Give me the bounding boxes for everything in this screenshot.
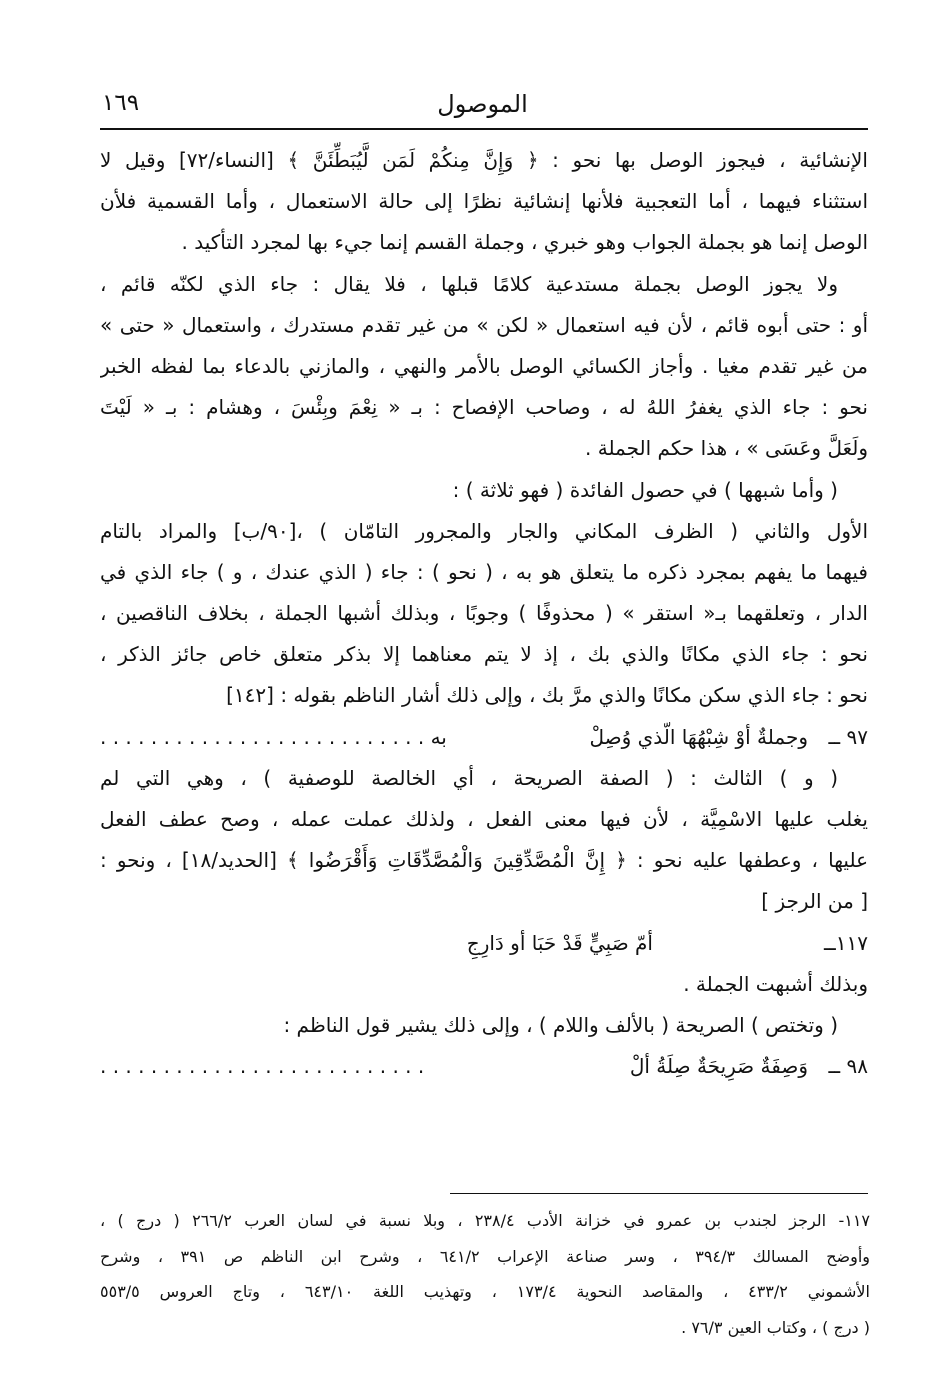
verse-hemistich-first: وجملةٌ أوْ شِبْهُهَا الّذي وُصِلْ bbox=[589, 724, 808, 749]
text-line: ولَعَلَّ وعَسَى » ، هذا حكم الجملة . bbox=[585, 436, 868, 461]
verse-text: أمّ صَبِيٍّ قَدْ حَبَا أو دَارِجِ bbox=[466, 930, 653, 955]
verse-number: ١١٧ــ bbox=[824, 930, 868, 955]
verse-98 bbox=[100, 1046, 868, 1087]
text-line: من غير تقدم مغيا . وأجاز الكسائي الوصل بالأمر والنهي ، والمازني بالدعاء بما لفظه الخبر bbox=[100, 353, 868, 378]
page-number: ١٦٩ bbox=[102, 90, 140, 116]
text-line: نحو : جاء الذي سكن مكانًا والذي مرَّ بك ، وإلى ذلك أشار الناظم بقوله : [١٤٢] bbox=[226, 683, 868, 708]
text-line: يغلب عليها الاسْمِيَّة ، لأن فيها معنى الفعل ، ولذلك عملت عمله ، وصح عطف الفعل bbox=[100, 807, 868, 831]
verse-number: ٩٨ ــ bbox=[828, 1054, 868, 1079]
footnote-divider bbox=[450, 1193, 868, 1194]
meter-label: [ من الرجز ] bbox=[761, 889, 868, 914]
text-line: نحو : جاء الذي يغفرُ اللهُ له ، وصاحب الإفصاح : بـ « نِعْمَ وبِئْسَ ، وهشام : بـ « لَيْتَ bbox=[100, 395, 868, 420]
text-line: فيهما ما يفهم بمجرد ذكره ما يتعلق هو به ، ( نحو ) : جاء ( الذي عندك ، و ) جاء الذي في bbox=[100, 559, 868, 584]
text-line: ( وتختص ) الصريحة ( بالألف واللام ) ، وإلى ذلك يشير قول الناظم : bbox=[283, 1012, 838, 1037]
main-text bbox=[100, 140, 868, 1087]
header-divider bbox=[100, 128, 868, 130]
footnote-line: ( درج ) ، وكتاب العين ٧٦/٣ . bbox=[681, 1317, 870, 1337]
text-line: ولا يجوز الوصل بجملة مستدعية كلامًا قبلها ، فلا يقال : جاء الذي لكنّه قائم ، bbox=[100, 271, 838, 296]
text-line: الوصل إنما هو بجملة الجواب وهو خبري ، وجملة القسم إنما جيء بها لمجرد التأكيد . bbox=[181, 230, 868, 255]
verse-97 bbox=[100, 717, 868, 758]
verse-hemistich-second: . . . . . . . . . . . . . . . . . . . . . . . . . . bbox=[100, 1054, 425, 1079]
footnote-line: الأشموني ٤٣٣/٢ ، والمقاصد النحوية ١٧٣/٤ ، وتهذيب اللغة ٦٤٣/١٠ ، وتاج العروس ٥٥٣/٥ bbox=[100, 1282, 870, 1301]
text-line: ( و ) الثالث : ( الصفة الصريحة ، أي الخالصة للوصفية ) ، وهي التي لم bbox=[100, 765, 838, 790]
text-line: نحو : جاء الذي مكانًا والذي بك ، إذ لا يتم معناهما إلا بذكر متعلق خاص جائز الذكر ، bbox=[100, 642, 868, 667]
text-line: عليها ، وعطفها عليه نحو : ﴿ إِنَّ الْمُصَّدِّقِينَ وَالْمُصَّدِّقَاتِ وَأَقْرَضُوا ﴾ [الحديد/١٨] ، ونحو : bbox=[100, 848, 868, 873]
footnotes bbox=[100, 1203, 870, 1345]
verse-117 bbox=[100, 923, 868, 964]
footnote-line: وأوضح المسالك ٣٩٤/٣ ، وسر صناعة الإعراب ٦٤١/٢ ، وشرح ابن الناظم ص ٣٩١ ، وشرح bbox=[100, 1246, 870, 1266]
text-line: الإنشائية ، فيجوز الوصل بها نحو : ﴿ وَإِنَّ مِنكُمْ لَمَن لَّيُبَطِّئَنَّ ﴾ [النساء/٧٢] وقيل لا bbox=[100, 148, 868, 172]
verse-hemistich-second: به . . . . . . . . . . . . . . . . . . . . . . . . . . bbox=[100, 724, 447, 749]
page-header bbox=[100, 86, 865, 126]
text-line: ( وأما شبهها ) في حصول الفائدة ( فهو ثلاثة ) : bbox=[452, 477, 838, 502]
text-line: الأول والثاني ( الظرف المكاني والجار والمجرور التامّان ) ،[٩٠/ب] والمراد بالتام bbox=[100, 518, 868, 543]
footnote-line: ١١٧- الرجز لجندب بن عمرو في خزانة الأدب ٢٣٨/٤ ، وبلا نسبة في لسان العرب ٢٦٦/٢ ( درج ) ، bbox=[100, 1211, 870, 1230]
text-line: أو : حتى أبوه قائم ، لأن فيه استعمال « لكن » من غير تقدم مستدرك ، واستعمال « حتى » bbox=[100, 312, 868, 337]
verse-number: ٩٧ ــ bbox=[828, 724, 868, 749]
text-line: الدار ، وتعلقهما بـ« استقر » ( محذوفًا ) وجوبًا ، وبذلك أشبها الجملة ، بخلاف الناقصين ، bbox=[100, 601, 868, 626]
text-line: وبذلك أشبهت الجملة . bbox=[683, 971, 868, 996]
verse-hemistich-first: وَصِفَةٌ صَرِيحَةٌ صِلَةُ ألْ bbox=[629, 1054, 808, 1079]
text-line: استثناء فيهما ، أما التعجبية فلأنها إنشائية نظرًا إلى حالة الاستعمال ، وأما القسمية فلأن bbox=[100, 189, 868, 214]
running-title: الموصول bbox=[437, 90, 528, 118]
